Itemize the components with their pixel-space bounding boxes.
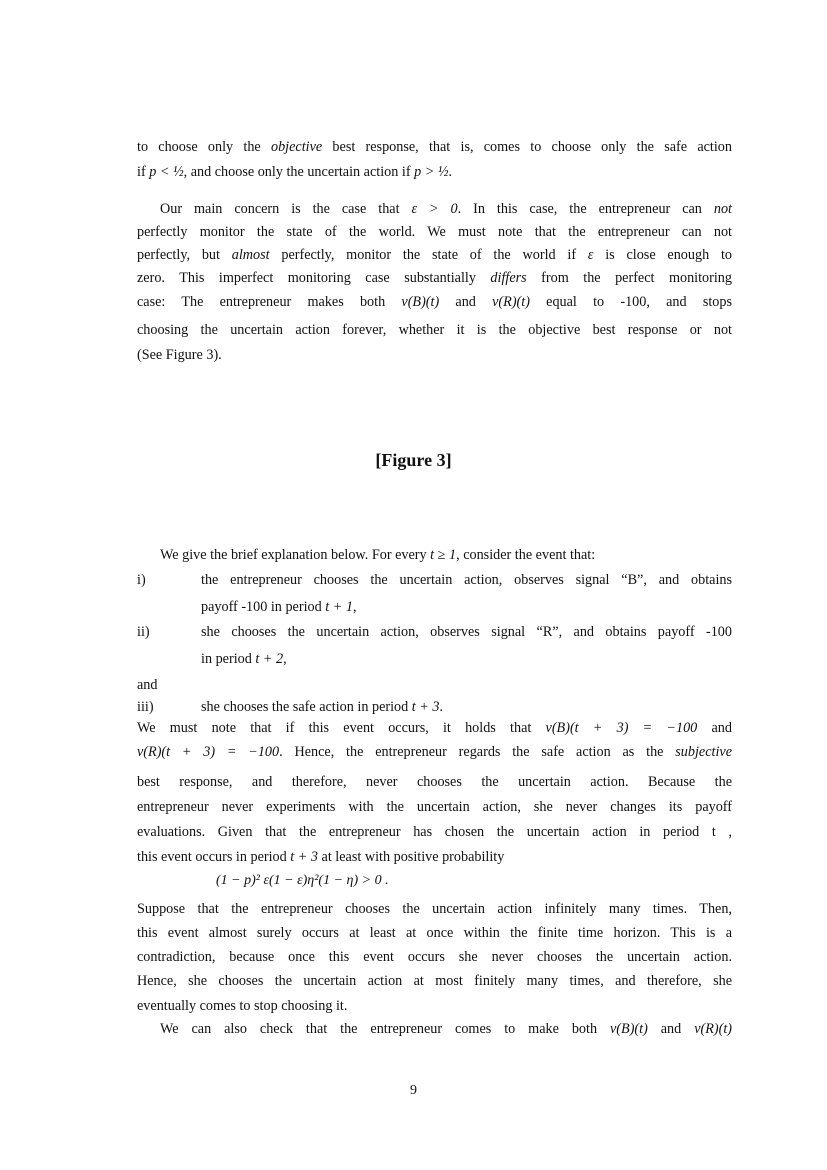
text-line: best response, and therefore, never chooses the uncertain action. Because the: [137, 774, 732, 790]
page-number: 9: [410, 1083, 417, 1098]
list-item-number: iii): [137, 699, 154, 715]
math-expression: t + 3: [411, 699, 440, 715]
text-line: v(R)(t + 3) = −100. Hence, the entrepreneur regards the safe action as the subjective: [137, 744, 732, 760]
connector-word: and: [137, 677, 158, 693]
list-item-text: in period t + 2,: [201, 651, 287, 667]
list-item-text: payoff -100 in period t + 1,: [201, 599, 357, 615]
list-item-text: the entrepreneur chooses the uncertain action, observes signal “B”, and obtains: [201, 572, 732, 588]
math-expression: ε: [587, 247, 594, 263]
text-line: entrepreneur never experiments with the uncertain action, she never changes its payoff: [137, 799, 732, 815]
text-line: contradiction, because once this event occurs she never chooses the uncertain action.: [137, 949, 732, 965]
math-expression: p < ½: [149, 164, 184, 180]
math-expression: v(B)(t): [610, 1021, 648, 1037]
text-line: perfectly monitor the state of the world. We must note that the entrepreneur can not: [137, 224, 732, 240]
text-line: Suppose that the entrepreneur chooses the uncertain action infinitely many times. Then,: [137, 901, 732, 917]
math-expression: t + 2: [255, 651, 284, 667]
text-line: We must note that if this event occurs, it holds that v(B)(t + 3) = −100 and: [137, 720, 732, 736]
text-line: We give the brief explanation below. For every t ≥ 1, consider the event that:: [160, 547, 596, 563]
text-line: if p < ½, and choose only the uncertain action if p > ½.: [137, 164, 453, 180]
equation: (1 − p)² ε(1 − ε)η²(1 − η) > 0 .: [216, 873, 389, 888]
math-expression: t + 1: [325, 599, 353, 615]
text-line: choosing the uncertain action forever, whether it is the objective best response or not: [137, 322, 732, 338]
text-line: eventually comes to stop choosing it.: [137, 998, 348, 1014]
math-expression: v(B)(t + 3) = −100: [545, 720, 698, 736]
math-expression: v(B)(t): [401, 294, 440, 310]
math-expression: t ≥ 1: [430, 547, 457, 563]
text-line: this event almost surely occurs at least at once within the finite time horizon. This is a: [137, 925, 732, 941]
list-item-text: she chooses the uncertain action, observes signal “R”, and obtains payoff -100: [201, 624, 732, 640]
text-line: Hence, she chooses the uncertain action at most finitely many times, and therefore, she: [137, 973, 732, 989]
math-expression: v(R)(t): [492, 294, 530, 310]
text-line: (See Figure 3).: [137, 347, 222, 363]
math-expression: v(R)(t + 3) = −100: [137, 744, 280, 760]
figure-label: [Figure 3]: [375, 450, 452, 470]
math-expression: t + 3: [290, 849, 318, 865]
list-item-number: i): [137, 572, 146, 588]
text-line: Our main concern is the case that ε > 0. In this case, the entrepreneur can not: [160, 201, 732, 217]
text-line: We can also check that the entrepreneur comes to make both v(B)(t) and v(R)(t): [160, 1021, 732, 1037]
list-item-text: she chooses the safe action in period t + 3.: [201, 699, 444, 715]
list-item-number: ii): [137, 624, 150, 640]
math-expression: v(R)(t): [694, 1021, 732, 1037]
text-line: zero. This imperfect monitoring case substantially differs from the perfect monitoring: [137, 270, 732, 286]
text-line: perfectly, but almost perfectly, monitor the state of the world if ε is close enough to: [137, 247, 732, 263]
math-expression: p > ½: [414, 164, 449, 180]
text-line: this event occurs in period t + 3 at least with positive probability: [137, 849, 505, 865]
math-expression: ε > 0: [411, 201, 458, 217]
text-line: evaluations. Given that the entrepreneur has chosen the uncertain action in period t ,: [137, 824, 732, 840]
text-line: case: The entrepreneur makes both v(B)(t) and v(R)(t) equal to -100, and stops: [137, 294, 732, 310]
text-line: to choose only the objective best response, that is, comes to choose only the safe action: [137, 139, 732, 155]
